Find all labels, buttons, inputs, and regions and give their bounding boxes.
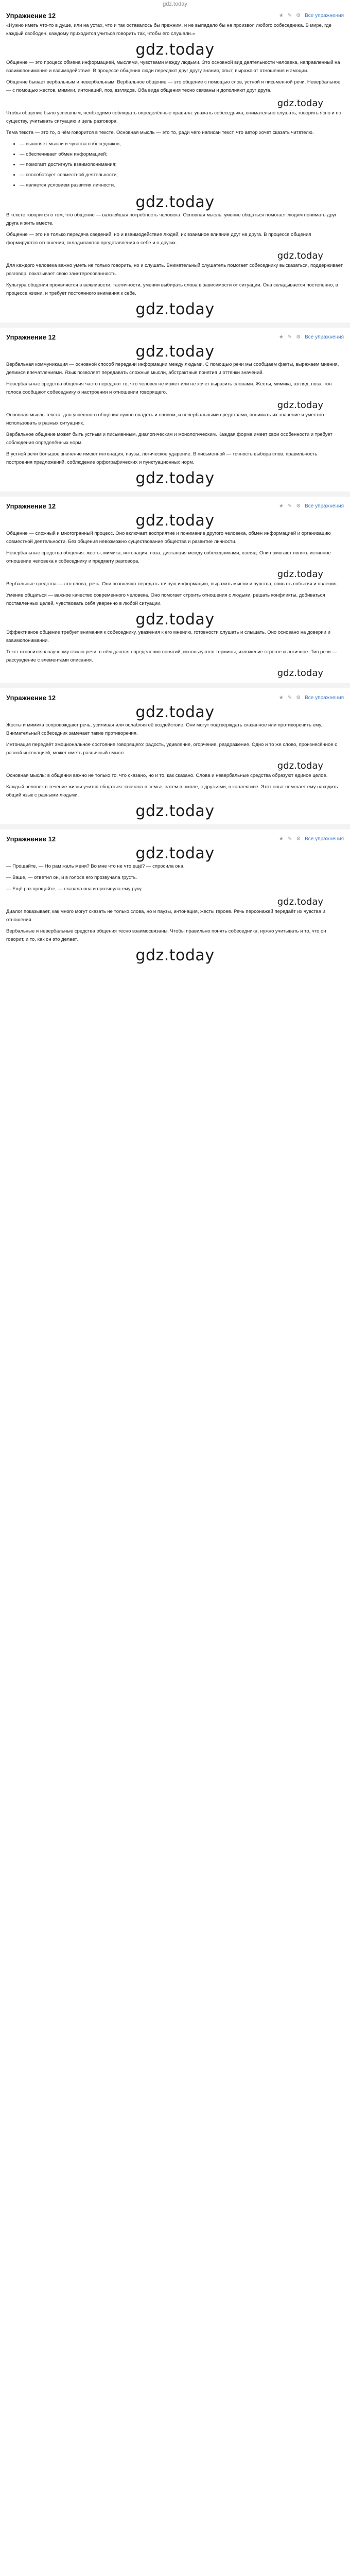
watermark-small: gdz.today: [277, 668, 323, 679]
watermark: gdz.today: [135, 946, 215, 964]
watermark: gdz.today: [135, 512, 215, 530]
paragraph: Культура общения проявляется в вежливости, тактичности, умении выбирать слова в зависимости от ситуации. Она складывается постепенно, в процессе жизни, и требует постоянного внимания к себе.: [6, 282, 338, 296]
exercise-meta: [279, 502, 344, 511]
list-item: • — выявляет мысли и чувства собеседников;: [20, 140, 344, 148]
paragraph: Интонация передаёт эмоциональное состояние говорящего: радость, удивление, огорчение, раздражение. Одно и то же слово, произнесённое с разной интонацией, может иметь различный смысл.: [6, 742, 338, 756]
list-item: • — является условием развития личности.: [20, 181, 344, 190]
watermark-small: gdz.today: [277, 98, 323, 109]
gear-icon[interactable]: ⚙: [296, 13, 301, 19]
exercise-meta: [279, 333, 344, 342]
paragraph: — Ещё раз прощайте, — сказала она и протянула ему руку.: [6, 886, 143, 892]
watermark-small: gdz.today: [277, 760, 323, 771]
paragraph: Основная мысль: в общении важно не только то, что сказано, но и то, как сказано. Слова и невербальные средства образуют единое целое.: [6, 773, 328, 778]
exercise-meta: [279, 835, 344, 843]
section-divider: [0, 683, 350, 688]
paragraph: Текст относится к научному стилю речи: в нём даются определения понятий, используются термины, изложение строгое и логичное. Тип речи — рассуждение с элементами описания.: [6, 649, 337, 663]
watermark-small: gdz.today: [277, 569, 323, 580]
paragraph: Для каждого человека важно уметь не только говорить, но и слушать. Внимательный слушатель помогает собеседнику высказаться, поддерживает разговор, показывает свою заинтересованность.: [6, 263, 343, 277]
watermark-small: gdz.today: [277, 400, 323, 411]
exercise-title: Упражнение 12: [6, 694, 56, 702]
paragraph: Основная мысль текста: для успешного общения нужно владеть и словом, и невербальными средствами, понимать их значение и уместно использовать в разных ситуациях.: [6, 412, 324, 426]
paragraph: Общение — это процесс обмена информацией, мыслями, чувствами между людьми. Это основной вид деятельности человека, направленный на взаимопонимание и взаимодействие. В процессе общения люди передают друг другу знания, опыт, выражают отношения и эмоции.: [6, 60, 340, 74]
list-item: • — способствует совместной деятельности;: [20, 171, 344, 179]
watermark: gdz.today: [135, 703, 215, 721]
paragraph: В тексте говорится о том, что общение — важнейшая потребность человека. Основная мысль: умение общаться помогает людям понимать друг друга и жить вместе.: [6, 212, 337, 226]
exercise-block-5: [0, 834, 350, 964]
exercise-block-2: [0, 332, 350, 487]
exercise-meta: [279, 694, 344, 702]
edit-icon[interactable]: ✎: [287, 836, 292, 842]
paragraph: Вербальные и невербальные средства общения тесно взаимосвязаны. Чтобы правильно понять собеседника, нужно учитывать и то, что он говорит, и то, как он это делает.: [6, 928, 326, 942]
exercise-block-4: [0, 692, 350, 820]
exercise-title: Упражнение 12: [6, 12, 56, 20]
paragraph: Невербальные средства общения часто передают то, что человек не может или не хочет выразить словами. Жесты, мимика, взгляд, поза, тон голоса сообщают собеседнику о настроении и отношении говорящего.: [6, 381, 332, 395]
edit-icon[interactable]: ✎: [287, 13, 292, 19]
all-exercises-link[interactable]: Все упражнения: [305, 695, 344, 701]
gear-icon[interactable]: ⚙: [296, 836, 301, 842]
section-divider: [0, 824, 350, 829]
gear-icon[interactable]: ⚙: [296, 503, 301, 509]
edit-icon[interactable]: ✎: [287, 695, 292, 701]
exercise-header: [6, 692, 344, 704]
watermark: gdz.today: [135, 193, 215, 211]
edit-icon[interactable]: ✎: [287, 334, 292, 340]
paragraph: Диалог показывает, как много могут сказать не только слова, но и паузы, интонация, жесты героев. Речь персонажей передаёт их чувства и отношения.: [6, 909, 325, 923]
section-divider: [0, 323, 350, 328]
paragraph: Умение общаться — важное качество современного человека. Оно помогает строить отношения с людьми, решать конфликты, добиваться поставленных целей, чувствовать себя уверенно в любой ситуации.: [6, 592, 325, 606]
exercise-header: [6, 501, 344, 512]
exercise-title: Упражнение 12: [6, 333, 56, 341]
paragraph: Чтобы общение было успешным, необходимо соблюдать определённые правила: уважать собеседника, внимательно слушать, говорить ясно и по существу, учитывать ситуацию и цель разговора.: [6, 110, 341, 124]
watermark-small: gdz.today: [277, 250, 323, 261]
paragraph: Вербальная коммуникация — основной способ передачи информации между людьми. С помощью речи мы сообщаем факты, выражаем мнения, делимся впечатлениями. Язык позволяет передавать сложные мысли, абстрактные понятия и оттенки значений.: [6, 362, 339, 376]
exercise-meta: [279, 12, 344, 20]
paragraph: «Нужно иметь что-то в душе, или на устах, что и так оставалось бы прежним, и не выпадало бы на произвол любого собеседника. В мире, где каждый свободен, каждому приходится учиться говорить так, чтобы его слушали.»: [6, 23, 332, 37]
star-icon[interactable]: ★: [278, 836, 284, 842]
top-watermark: gdz.today: [163, 1, 187, 7]
paragraph: Тема текста — это то, о чём говорится в тексте. Основная мысль — это то, ради чего написан текст, что автор хочет сказать читателю.: [6, 130, 314, 135]
paragraph: Общение — сложный и многогранный процесс. Оно включает восприятие и понимание другого человека, обмен информацией и организацию совместной деятельности. Без общения невозможно существование общества и развитие личности.: [6, 531, 331, 545]
paragraph: — Ваше, — ответил он, и в голосе его прозвучала грусть.: [6, 875, 137, 880]
paragraph: Вербальные средства — это слова, речь. Они позволяют передать точную информацию, выразить мысли и чувства, описать события и явления.: [6, 581, 338, 587]
watermark-small: gdz.today: [277, 896, 323, 907]
exercise-header: [6, 332, 344, 343]
paragraph: Эффективное общение требует внимания к собеседнику, уважения к его мнению, готовности слушать и слышать. Оно основано на доверии и взаимопонимании.: [6, 630, 330, 643]
watermark: gdz.today: [135, 300, 215, 318]
all-exercises-link[interactable]: Все упражнения: [305, 13, 344, 19]
star-icon[interactable]: ★: [278, 503, 284, 509]
list-item: • — обеспечивает обмен информацией;: [20, 150, 344, 159]
watermark: gdz.today: [135, 41, 215, 59]
exercise-title: Упражнение 12: [6, 502, 56, 510]
list-item: • — помогает достигнуть взаимопонимания;: [20, 161, 344, 169]
star-icon[interactable]: ★: [278, 695, 284, 701]
all-exercises-link[interactable]: Все упражнения: [305, 503, 344, 509]
all-exercises-link[interactable]: Все упражнения: [305, 334, 344, 340]
exercise-header: [6, 834, 344, 845]
exercise-block-1: [0, 10, 350, 318]
exercise-header: [6, 10, 344, 22]
gear-icon[interactable]: ⚙: [296, 695, 301, 701]
edit-icon[interactable]: ✎: [287, 503, 292, 509]
gear-icon[interactable]: ⚙: [296, 334, 301, 340]
bullet-list: [6, 140, 344, 190]
paragraph: В устной речи большое значение имеют интонация, паузы, логическое ударение. В письменной — точность выбора слов, правильность построения предложений, соблюдение орфографических и пунктуационных норм.: [6, 451, 318, 465]
paragraph: Общение бывает вербальным и невербальным. Вербальное общение — это общение с помощью слов, устной и письменной речи. Невербальное — с помощью жестов, мимики, интонаций, поз, взглядов. Оба вида общения тесно связаны и дополняют друг друга.: [6, 79, 341, 93]
section-divider: [0, 492, 350, 497]
star-icon[interactable]: ★: [278, 334, 284, 340]
paragraph: Невербальные средства общения: жесты, мимика, интонация, поза, дистанция между собеседниками, взгляд. Они помогают понять истинное отношение человека к собеседнику и предмету разговора.: [6, 550, 331, 564]
paragraph: — Прощайте, — Но рам жаль меня? Во мне что не что ещё? — спросила она.: [6, 863, 185, 869]
paragraph: Вербальное общение может быть устным и письменным, диалогическим и монологическим. Каждая форма имеет свои особенности и требует соблюдения определённых норм.: [6, 432, 332, 446]
watermark: gdz.today: [135, 611, 215, 629]
paragraph: Каждый человек в течение жизни учится общаться: сначала в семье, затем в школе, с друзьями, в коллективе. Этот опыт помогает ему находить общий язык с разными людьми.: [6, 784, 338, 798]
exercise-title: Упражнение 12: [6, 835, 56, 843]
all-exercises-link[interactable]: Все упражнения: [305, 836, 344, 842]
star-icon[interactable]: ★: [278, 13, 284, 19]
watermark: gdz.today: [135, 469, 215, 487]
paragraph: Жесты и мимика сопровождают речь, усиливая или ослабляя её воздействие. Они могут подтверждать сказанное или противоречить ему. Внимательный собеседник замечает такие противоречия.: [6, 722, 322, 736]
watermark: gdz.today: [135, 343, 215, 361]
watermark: gdz.today: [135, 844, 215, 862]
paragraph: Общение — это не только передача сведений, но и взаимодействие людей, их взаимное влияние друг на друга. В процессе общения формируются отношения, складываются представления о себе и о других.: [6, 232, 311, 246]
exercise-block-3: [0, 501, 350, 679]
watermark: gdz.today: [135, 802, 215, 820]
